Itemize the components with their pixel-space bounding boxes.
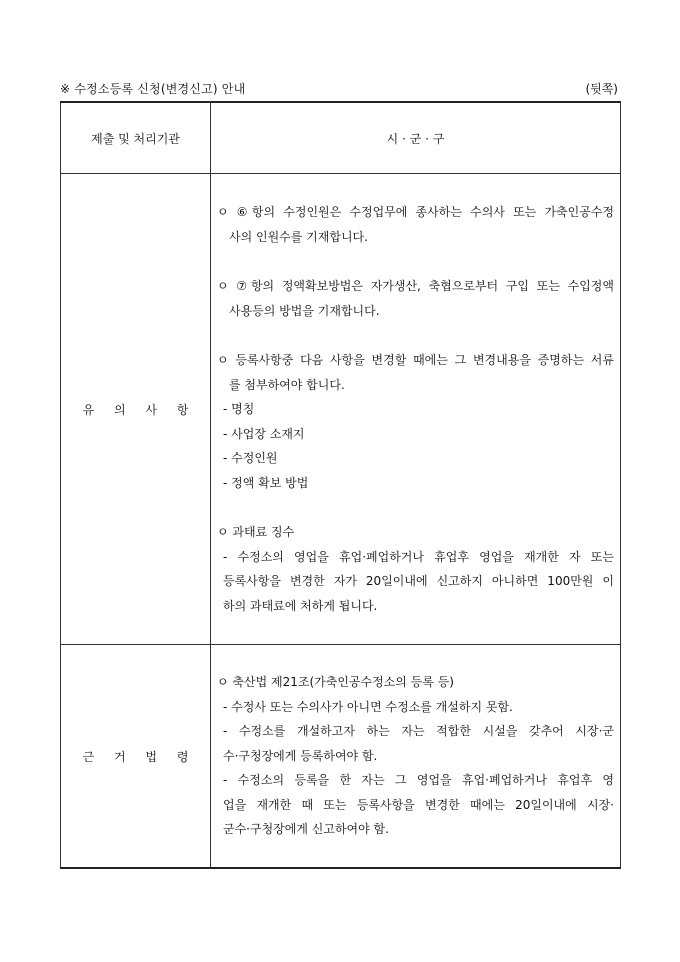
page-title: ※ 수정소등록 신청(변경신고) 안내 xyxy=(60,82,246,96)
law-line-5: - 수정소의 등록을 한 자는 그 영업을 휴업·폐업하거나 휴업후 영 xyxy=(223,773,614,788)
note-item-4-line-2: - 수정소의 영업을 휴업·폐업하거나 휴업후 영업을 재개한 자 또는 xyxy=(223,549,614,564)
note-item-1 xyxy=(217,200,614,249)
law-label xyxy=(61,645,211,869)
note-item-3-line-1: ㅇ 등록사항중 다음 사항을 변경할 때에는 그 변경내용을 증명하는 서류 xyxy=(217,353,614,367)
agency-value xyxy=(211,102,621,174)
note-item-2-line-2: 사용등의 방법을 기재합니다. xyxy=(229,303,380,318)
law-line-7: 군수·구청장에게 신고하여야 함. xyxy=(223,822,389,837)
note-item-2-line-1: ㅇ ⑦항의 정액확보방법은 자가생산, 축협으로부터 구입 또는 수입정액 xyxy=(217,279,614,293)
note-item-3-sub-3: - 수정인원 xyxy=(223,451,278,465)
notes-label xyxy=(61,174,211,645)
law-line-4: 수·구청장에게 등록하여야 함. xyxy=(223,748,378,763)
note-item-3-sub-2: - 사업장 소재지 xyxy=(223,426,305,441)
note-item-4-line-3: 등록사항을 변경한 자가 20일이내에 신고하지 아니하면 100만원 이 xyxy=(223,574,614,588)
guidance-table xyxy=(60,101,621,869)
agency-value-text: 시 · 군 · 구 xyxy=(386,131,445,146)
notes-content xyxy=(211,174,621,645)
law-line-1: ㅇ 축산법 제21조(가축인공수정소의 등록 등) xyxy=(217,675,454,690)
note-item-4-line-4: 하의 과태료에 처하게 됩니다. xyxy=(223,598,378,613)
page-side-note: (뒷쪽) xyxy=(585,82,618,96)
notes-label-text: 유 의 사 항 xyxy=(82,402,189,417)
law-row xyxy=(61,645,621,869)
agency-row xyxy=(61,102,621,174)
law-line-6: 업을 재개한 때 또는 등록사항을 변경한 때에는 20일이내에 시장· xyxy=(223,797,614,812)
note-item-3 xyxy=(217,348,614,495)
law-content xyxy=(211,645,621,869)
notes-row xyxy=(61,174,621,645)
law-line-3: - 수정소를 개설하고자 하는 자는 적합한 시설을 갖추어 시장·군 xyxy=(223,724,614,739)
agency-label xyxy=(61,102,211,174)
note-item-3-sub-4: - 정액 확보 방법 xyxy=(223,475,309,490)
note-item-1-line-2: 사의 인원수를 기재합니다. xyxy=(229,229,368,244)
note-item-3-sub-1: - 명칭 xyxy=(223,402,255,416)
law-line-2: - 수정사 또는 수의사가 아니면 수정소를 개설하지 못함. xyxy=(223,699,513,714)
agency-label-text: 제출 및 처리기관 xyxy=(91,131,180,146)
note-item-1-line-1: ㅇ ⑥항의 수정인원은 수정업무에 종사하는 수의사 또는 가축인공수정 xyxy=(217,205,614,219)
note-item-2 xyxy=(217,274,614,323)
note-item-4 xyxy=(217,520,614,618)
law-label-text: 근 거 법 령 xyxy=(82,749,189,764)
note-item-4-line-1: ㅇ 과태료 징수 xyxy=(217,525,295,539)
note-item-3-line-2: 를 첨부하여야 합니다. xyxy=(229,377,345,392)
